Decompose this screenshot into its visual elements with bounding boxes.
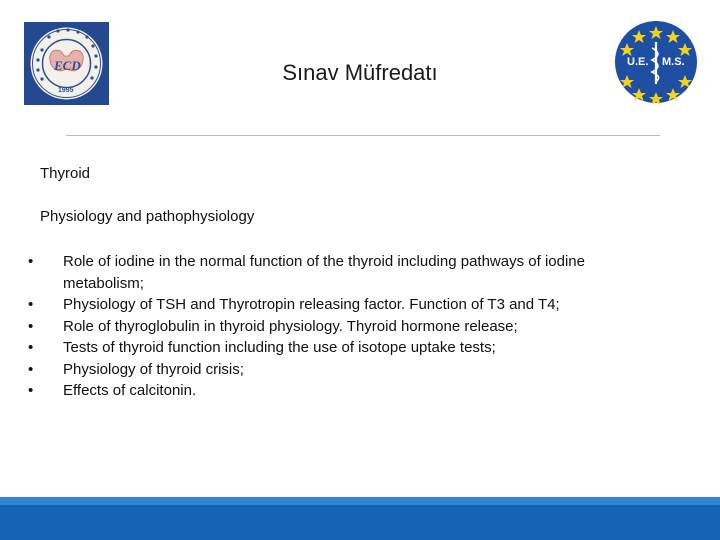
subsection-heading: Physiology and pathophysiology [40,208,255,225]
list-item: • Role of iodine in the normal function of the thyroid including pathways of iodine metabolism; [28,251,668,294]
seal-year: 1995 [58,87,74,94]
seal-monogram: ECD [54,58,81,73]
list-item: • Tests of thyroid function including the use of isotope uptake tests; [28,337,668,359]
list-item: • Physiology of TSH and Thyrotropin releasing factor. Function of T3 and T4; [28,294,668,316]
uems-right-text: M.S. [662,56,685,68]
bullet-list [28,251,668,402]
list-item: • Effects of calcitonin. [28,380,668,402]
list-item: • Physiology of thyroid crisis; [28,359,668,381]
footer-stripe [0,497,720,505]
uems-left-text: U.E. [627,56,649,68]
section-heading: Thyroid [40,165,91,182]
header-divider [66,135,660,136]
list-item: • Role of thyroglobulin in thyroid physiology. Thyroid hormone release; [28,316,668,338]
page-title: Sınav Müfredatı [282,60,438,85]
footer-band [0,497,720,540]
